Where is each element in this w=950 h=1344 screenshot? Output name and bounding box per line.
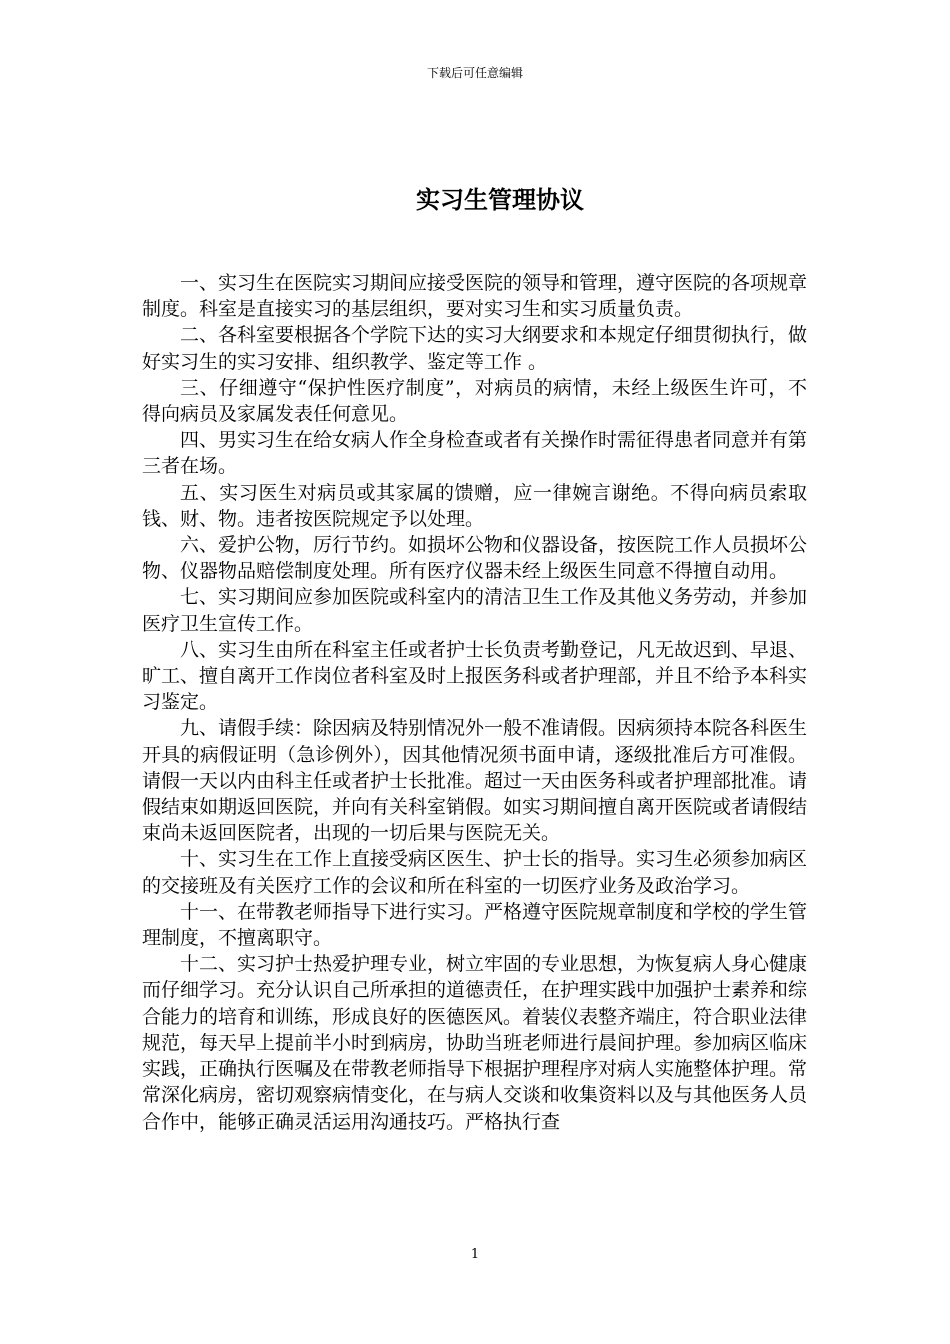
paragraph-11: 十一、在带教老师指导下进行实习。严格遵守医院规章制度和学校的学生管理制度，不擅离职守。	[142, 900, 808, 950]
paragraph-3: 三、仔细遵守“保护性医疗制度”，对病员的病情，未经上级医生许可，不得向病员及家属发表任何意见。	[142, 376, 807, 426]
paragraph-7: 七、实习期间应参加医院或科室内的清洁卫生工作及其他义务劳动，并参加医疗卫生宣传工作。	[142, 586, 808, 635]
paragraph-5: 五、实习医生对病员或其家属的馈赠，应一律婉言谢绝。不得向病员索取钱、财、物。违者按医院规定予以处理。	[142, 481, 807, 530]
paragraph-1: 一、实习生在医院实习期间应接受医院的领导和管理，遵守医院的各项规章制度。科室是直接实习的基层组织，要对实习生和实习质量负责。	[142, 272, 808, 321]
page-number: 1	[470, 1247, 480, 1262]
paragraph-12: 十二、实习护士热爱护理专业，树立牢固的专业思想，为恢复病人身心健康而仔细学习。充分认识自己所承担的道德责任，在护理实践中加强护士素养和综合能力的培育和训练，形成良好的医德医风。着装仪表整齐端庄，符合职业法律规范，每天早上提前半小时到病房，协助当班老师进行晨间护理。参加病区临床实践，正确执行医嘱及在带教老师指导下根据护理程序对病人实施整体护理。常常深化病房，密切观察病情变化，在与病人交谈和收集资料以及与其他医务人员合作中，能够正确灵活运用沟通技巧。严格执行查	[142, 953, 808, 1133]
paragraph-4: 四、男实习生在给女病人作全身检查或者有关操作时需征得患者同意并有第三者在场。	[142, 429, 808, 478]
paragraph-6: 六、爱护公物，厉行节约。如损坏公物和仪器设备，按医院工作人员损坏公物、仪器物品赔偿制度处理。所有医疗仪器未经上级医生同意不得擅自动用。	[142, 534, 808, 583]
header-note: 下载后可任意编辑	[426, 66, 523, 80]
document-title: 实习生管理协议	[416, 185, 584, 214]
document-body	[142, 270, 807, 1135]
paragraph-10: 十、实习生在工作上直接受病区医生、护士长的指导。实习生必须参加病区的交接班及有关医疗工作的会议和所在科室的一切医疗业务及政治学习。	[142, 848, 808, 897]
paragraph-2: 二、各科室要根据各个学院下达的实习大纲要求和本规定仔细贯彻执行，做好实习生的实习安排、组织教学、鉴定等工作 。	[142, 324, 808, 373]
paragraph-8: 八、实习生由所在科室主任或者护士长负责考勤登记，凡无故迟到、早退、旷工、擅自离开工作岗位者科室及时上报医务科或者护理部，并且不给予本科实习鉴定。	[142, 638, 808, 714]
paragraph-9: 九、请假手续：除因病及特别情况外一般不准请假。因病须持本院各科医生开具的病假证明（急诊例外），因其他情况须书面申请，逐级批准后方可准假。请假一天以内由科主任或者护士长批准。超过一天由医务科或者护理部批准。请假结束如期返回医院，并向有关科室销假。如实习期间擅自离开医院或者请假结束尚未返回医院者，出现的一切后果与医院无关。	[142, 717, 808, 845]
